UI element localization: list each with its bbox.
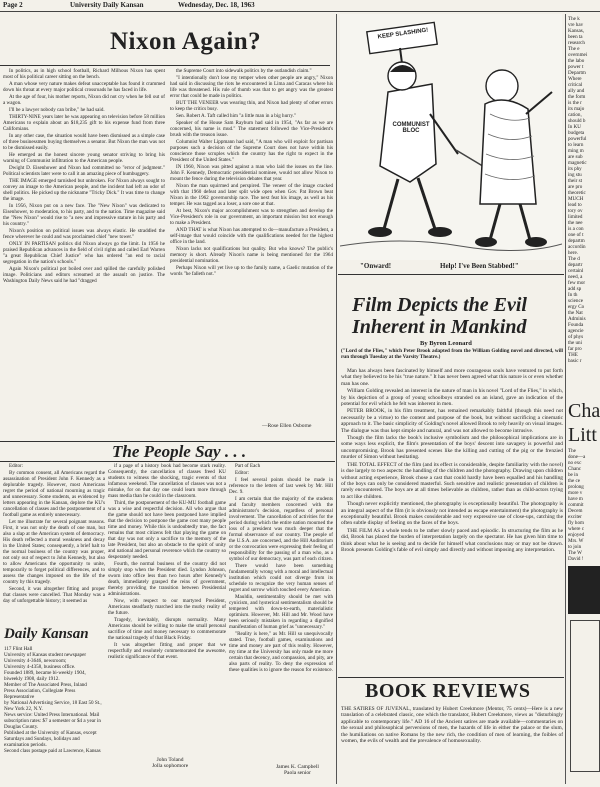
farcol-line: commit bbox=[568, 502, 584, 508]
farcol-line: The bbox=[568, 448, 576, 454]
masthead-line: by National Advertising Service, 18 East 50 St., New York 22, N.Y. bbox=[4, 700, 102, 712]
farcol-line: certainl bbox=[568, 268, 584, 274]
farcol-line: few mor bbox=[568, 280, 586, 286]
farcol-line: budgeta bbox=[568, 130, 585, 136]
letter-paragraph: Editor: bbox=[9, 463, 24, 469]
masthead-title: Daily Kansan bbox=[4, 626, 89, 642]
letters-col-2 bbox=[108, 463, 226, 755]
farcol-dark-ad bbox=[568, 566, 600, 614]
editorial-paragraph: THE IMAGE emerged tarnished but unbroken. For Nixon always sought to convey an image to the American people, and the incident had left an odor of shell politics. He picked up the nickname "Tricky Dick." It was time to change the image. bbox=[3, 178, 165, 202]
review-paragraph: Though never explicitly mentioned, the photography is exceptionally beautiful. The photography is an integral aspect of the film (it is obviously not intended as escape entertainment) the photography is exceptionally beautiful. Brook makes considerable and very expressive use of close-ups, catching the often subtle display of feeling on the faces of the boys. bbox=[341, 501, 563, 527]
farcol-line: Founda bbox=[568, 322, 584, 328]
letter-paragraph: It was altogether fitting and proper that we respectfully and resolutely commemorated the awesome, realistic significance of that event. bbox=[108, 642, 226, 660]
header-rule bbox=[0, 11, 600, 12]
editorial-paragraph: Speaker of the House Sam Rayburn had said in 1954, "As far as we are concerned, his name is mud." The statement followed the Vice-President's brush with the treason issue. bbox=[170, 120, 333, 138]
farcol-line: here. bbox=[568, 250, 579, 256]
farcol-line: the labo bbox=[568, 58, 585, 64]
farcol-line: the ce bbox=[568, 478, 581, 484]
editorial-paragraph: I'll be a lawyer nobody can bribe," he had said. bbox=[9, 107, 105, 113]
farcol-line: Decem bbox=[568, 508, 583, 514]
masthead-line: University 4-4358, business office. bbox=[4, 664, 76, 670]
letter-paragraph: I feel several points should be made in reference to the letters of last week by Mr. Hill Dec. 9. bbox=[229, 477, 333, 495]
letter-paragraph: Tragedy, inevitably, disrupts normality. Many Americans should be willing to make the small personal sacrifice of time and money necessary to commemorate the national tragedy of that Black Friday. bbox=[108, 617, 226, 641]
review-intro: ("Lord of the Flies," which Peter Brook adapted from the William Golding novel and directed, will run through Tuesday at the Varsity Theatre.) bbox=[341, 348, 563, 360]
farcol-line: the uni bbox=[568, 340, 583, 346]
letter-paragraph: Editor: bbox=[235, 470, 250, 476]
farcol-heading-1: Cha bbox=[568, 400, 600, 422]
farcol-line: lead to bbox=[568, 202, 582, 208]
editorial-paragraph: At best, Nixon's major accomplishment was to strengthen and develop the Vice-President's role in our government, an important mission but not enough to make a President. bbox=[170, 208, 333, 226]
editorial-paragraph: Again Nixon's political pot boiled over and spilled the carefully polished image. Politicians and editors screamed at the assault on justice. The Washington Daily News said he had "dragged bbox=[3, 266, 165, 284]
farcol-line: magnetic bbox=[568, 160, 587, 166]
farcol-line: MUCH bbox=[568, 196, 584, 202]
farcol-line: add sp bbox=[568, 286, 582, 292]
farcol-box bbox=[570, 620, 600, 772]
letter-paragraph: Mauldin, sentimentality should be met with cynicism, and hysterical sentimentalism should be tempered with down-to-earth, materialistic optimism. However, Mr. Hill and Mr. Wood have been seriously mistaken in regarding a dignified manifestation of human grief as "unnecessary." bbox=[229, 594, 333, 630]
editorial-col-1 bbox=[3, 68, 165, 433]
editorial-paragraph: In 1956, Nixon put on a new face. The "New Nixon" was dedicated to Eisenhower, to moderation, to his party, and to the nation. Time magazine said the "New Nixon" would rise to "a new and impressive stature in his party and his country." bbox=[3, 203, 165, 227]
masthead-line: University 4-3646, newsroom; bbox=[4, 658, 67, 664]
editorial-paragraph: In politics, as in high school football, Richard Milhous Nixon has spent most of his political career sitting on the bench. bbox=[3, 68, 165, 80]
farcol-line: accordin bbox=[568, 244, 586, 250]
letters-col-3 bbox=[229, 463, 333, 765]
farcol-line: In KU bbox=[568, 124, 581, 130]
editorial-paragraph: Columnist Walter Lippmann had said, "A man who will exploit for partisan purposes such a decision of the Supreme Court does not have within his conscience those scruples which the country has the right to expect in the President of the United States." bbox=[170, 139, 333, 163]
masthead-line: Press Association, Collegiate Press Representative bbox=[4, 688, 76, 700]
farcol-line: overnmei bbox=[568, 52, 588, 58]
cartoon-body-label: COMMUNIST BLOC bbox=[392, 122, 430, 134]
farcol-heading-2: Litt bbox=[568, 424, 597, 446]
farcol-line: Departm bbox=[568, 70, 586, 76]
books-headline: BOOK REVIEWS bbox=[365, 680, 531, 702]
farcol-line: Mrs. W bbox=[568, 538, 584, 544]
letters-col-1 bbox=[3, 463, 105, 623]
farcol-line: prolong bbox=[568, 484, 584, 490]
farcol-line: are pro bbox=[568, 184, 583, 190]
review-paragraph: Man has always been fascinated by himself and more courageous souls have ventured to put forth what they believed to be his "true nature." It has never been agreed what this nature is or even whether man has one. bbox=[341, 368, 563, 387]
farcol-line: its phy bbox=[568, 166, 582, 172]
farcol-line: have m bbox=[568, 496, 583, 502]
farcol-line: where c bbox=[568, 526, 584, 532]
farcol-line: The W bbox=[568, 550, 582, 556]
editorial-paragraph: He emerged as the honest sincere young senator striving to bring his warning of Communist infiltration to the American people. bbox=[3, 152, 165, 164]
letters-sig-1-title: Jolla sophomore bbox=[152, 763, 189, 769]
farcol-line: need, a bbox=[568, 274, 583, 280]
letter-paragraph: Now, with respect to our martyred President, Americans steadfastly marched into the murky reality of the future. bbox=[108, 598, 226, 616]
masthead-line: University of Kansas student newspaper bbox=[4, 652, 87, 658]
farcol-line: limited bbox=[568, 214, 583, 220]
masthead-details bbox=[4, 646, 104, 782]
letters-heading-rule bbox=[0, 461, 335, 462]
farcol-line: enjoyed bbox=[568, 532, 585, 538]
farcol-line: more v bbox=[568, 490, 583, 496]
farcol-line: to learn bbox=[568, 142, 584, 148]
issue-date: Wednesday, Dec. 18, 1963 bbox=[178, 1, 255, 9]
letters-sig-2-title: Paola senior bbox=[283, 770, 311, 776]
editorial-paragraph: AND THAT is what Nixon has attempted to do—manufacture a President, a self-image that would coincide with the qualifications needed for the highest office in the land. bbox=[170, 227, 333, 245]
farcol-line: of phys bbox=[568, 334, 584, 340]
editorial-paragraph: Nixon's position on political issues was always elastic. He straddled the fence wherever he could and was proclaimed chief "new tower." bbox=[3, 228, 165, 240]
letters-sig-1 bbox=[152, 757, 188, 769]
editorial-paragraph: THIRTY-NINE years later he was appearing on television before 58 million Americans to explain about an $18,235 gift to his expense fund from three Californians. bbox=[3, 114, 165, 132]
editorial-paragraph: Nixon lacks not qualifications but quality. But who knows? The public's memory is short. Already Nixon's name is being mentioned for the 1964 presidential nomination. bbox=[170, 246, 333, 264]
farcol-line: science bbox=[568, 298, 583, 304]
review-paragraph: William Golding revealed an interest in the nature of man in his novel "Lord of the Flies," in which, by his depiction of a group of young schoolboys stranded on an island, gave an indication of the potential for evil which he felt was inherent in men. bbox=[341, 388, 563, 408]
farcol-line: vre hav bbox=[568, 22, 584, 28]
editorial-cartoon bbox=[340, 14, 562, 260]
masthead-line: Published at the University of Kansas, except Saturdays and Sundays, holidays and examination periods. bbox=[4, 730, 97, 748]
farcol-line: been ta bbox=[568, 34, 583, 40]
books-text: THE SATIRES OF JUVENAL, translated by Hubert Creekmore (Mentor, 75 cents)—Here is a new translation of a celebrated classic, one which the translator, Hubert Creekmore, views as "disturbingly applicable to contemporary life." AD 16 of the Ancient satires are made available—commentaries on the sexual and philosophical perversions of men, the hazards of life in either the palace or the slum, the humiliations on native Romans by the new rich, the condition of men of learning, the foibles of women, the evils of wealth and the prevalence of homosexuality. bbox=[341, 706, 563, 745]
books-top-rule bbox=[338, 677, 564, 678]
farcol-line: are sub bbox=[568, 154, 583, 160]
editorial-paragraph: ONLY IN PARTISAN politics did Nixon always go the limit. In 1956 he praised Republican advances in the field of civil rights and called Earl Warren "a great Republican Chief Justice" who has ordered "an end to racial segregation in the nation's schools." bbox=[3, 241, 165, 265]
farcol-line: ing stu bbox=[568, 172, 582, 178]
editorial-paragraph: Perhaps Nixon will yet live up to the family name, a Gaelic mutation of the words "he falleth not." bbox=[170, 265, 333, 277]
farcol-line: Where bbox=[568, 76, 582, 82]
masthead-line: Second class postage paid at Lawrence, Kansas bbox=[4, 748, 101, 754]
farcol-line: be in bbox=[568, 472, 579, 478]
farcol-line: basic r bbox=[568, 358, 582, 364]
farcol-line: Adminis bbox=[568, 316, 586, 322]
farcol-line: theoretic bbox=[568, 190, 586, 196]
farcol-divider bbox=[565, 14, 566, 784]
masthead-line: News service: United Press International. Mail subscription rates: $7 a semester or $4 a year in Douglas County. bbox=[4, 712, 101, 730]
editorial-paragraph: BUT THE VENEER was wearing thin, and Nixon had plenty of other errors to keep the critics busy. bbox=[170, 100, 333, 112]
editorial-paragraph: "I intentionally don't lose my temper when other people are angry," Nixon had said in discussing the riots he encountered in Lima and Caracas where his life was threatened. His rule of thumb was that to get angry was the greatest error that could be made in politics. bbox=[170, 75, 333, 99]
headline-rule bbox=[0, 65, 330, 66]
editorial-headline: Nixon Again? bbox=[110, 28, 262, 55]
page-number: Page 2 bbox=[3, 1, 23, 9]
farcol-line: exciter bbox=[568, 514, 582, 520]
review-paragraph: PETER BROOK, in his film treatment, has remained remarkably faithful (though this need not necessarily be a virtue) to the content and purpose of the book, but without sacrificing a cinematic approach to it. The basic simplicity of Golding's novel allowed Brook to rely heavily on visual images. The dialogue was thus kept simple and natural, and was not allowed to become intrusive. bbox=[341, 408, 563, 434]
masthead-line: biweekly 1908, daily 1912. bbox=[4, 676, 60, 682]
farcol-line: ergy Co bbox=[568, 304, 585, 310]
farcol-line: the Nat bbox=[568, 310, 583, 316]
editorial-col-2 bbox=[170, 68, 333, 423]
farcol-line: Kansas, bbox=[568, 28, 584, 34]
letter-paragraph: Fourth, the normal business of the country did not simply stop when the President died. Lyndon Johnson, sworn into office less than two hours after Kennedy's death, immediately grasped the reins of government, thereby providing the transition between Presidential administrations. bbox=[108, 561, 226, 597]
review-paragraph: Though the film lacks the book's inclusive symbolism and the philosophical implications are in some ways less explicit, the film's presentation of the boys' descent into savagery is powerful and uncompromising. Brook has presented scenes like the killing and cutting of the pig or the frenzied murder of Simon without hesitating. bbox=[341, 435, 563, 461]
farcol-line: far pro bbox=[568, 346, 582, 352]
farcol-line: The e bbox=[568, 46, 580, 52]
farcol-line: critical bbox=[568, 82, 583, 88]
letter-paragraph: if a page of a history book had become stark reality. Consequently, the cancellation of classes freed KU students to witness the shocking, tragic events of that infamous weekend. The cancellation of classes was not a mistake, for on that day one could learn more through mass media than he could in the classroom. bbox=[108, 463, 226, 499]
farcol-line: no exc bbox=[568, 460, 582, 466]
farcol-line: ming m bbox=[568, 148, 584, 154]
editorial-paragraph: Sen. Robert A. Taft called him "a little man in a big hurry." bbox=[176, 113, 297, 119]
farcol-line: THE bbox=[568, 352, 578, 358]
column-divider bbox=[336, 14, 337, 784]
review-paragraph: THE TOTAL EFFECT of the film (and its effect is considerable, despite familiarity with the novel) is due largely to two aspects: the handling of the children and the photography. Drawing upon children without acting experience, Brook chose a cast that could hardly have been equalled and his handling of the boys can only be considered masterful. Such sensitive and realistic presentation of children is rarely encountered. The boys are at all times believable as children, rather than as child-actors trying to act like children. bbox=[341, 461, 563, 500]
editorial-byline: —Rose Ellen Osborne bbox=[262, 423, 312, 429]
farcol-line: its majo bbox=[568, 106, 585, 112]
review-byline: By Byron Leonard bbox=[420, 340, 472, 347]
farcol-line: their st bbox=[568, 178, 583, 184]
farcol-line: one of t bbox=[568, 232, 584, 238]
farcol-line: cation, bbox=[568, 112, 582, 118]
letter-paragraph: Let me illustrate for several poignant reasons. First, it was not only the death of one man, but also a slap at the American system of democracy. His death reflected a moral weakness and decay in the United States; consequently, a brief halt to the normal business of the country was proper, not only out of respect to John Kennedy, but also to allow Americans the opportunity to unite, temporarily to forget political differences, and to assess the changes imposed on the life of the country by this tragedy. bbox=[3, 519, 105, 585]
farcol-line: should b bbox=[568, 118, 586, 124]
masthead-line: Member of The Associated Press, Inland bbox=[4, 682, 87, 688]
farcol-line: agencie bbox=[568, 328, 584, 334]
farcol-line: The d bbox=[568, 256, 580, 262]
letter-paragraph: Part of Each bbox=[235, 463, 261, 469]
farcol-line: tory ov bbox=[568, 208, 583, 214]
editorial-paragraph: IN 1960, Nixon was pitted against a man who laid the issues on the line. John F. Kennedy, Democratic presidential nominee, would not allow Nixon to mount the fence during the television debates that year. bbox=[170, 164, 333, 182]
masthead-line: 117 Flint Hall bbox=[4, 646, 33, 652]
farcol-line: David ! bbox=[568, 556, 584, 560]
cartoon-drawing bbox=[340, 14, 562, 260]
review-headline: Film Depicts the Evil Inherent in Mankind bbox=[352, 294, 527, 338]
farcol-line: Chanc bbox=[568, 466, 582, 472]
letter-paragraph: Third, the postponement of the KU-MU football game was a wise and respectful decision. All who argue that the game should not have been postponed have implied that the decision to postpone the game cost many people time and money. While this is undoubtedly true, the fact remains that most citizens felt that playing the game on that day was not only a sacrifice to the memory of the late President, but also an obstacle to the spirit of unity and national and personal reverence which the country so desperately needed. bbox=[108, 500, 226, 560]
letters-heading: The People Say . . . bbox=[112, 442, 247, 461]
masthead-line: Founded 1889, became bi-weekly 1904, bbox=[4, 670, 86, 676]
farcol-line: the nee bbox=[568, 220, 583, 226]
farcol-line: power t bbox=[568, 64, 584, 70]
review-paragraph: THE FILM AS a whole tends to be rather slowly paced and episodic. In structuring the film as he did, Brook has placed the burden of interpretation largely on the spectator. He has given him time to think about what he is seeing and to decide for himself what conclusions may or may not be drawn. Brook presents Golding's fable of evil simply and directly and without imposing any interpretation. bbox=[341, 527, 563, 553]
letter-paragraph: Second, it was altogether fitting and proper that classes were cancelled. That Monday was a day of unforgettable history; it seemed as bbox=[3, 586, 105, 604]
farcol-line: research bbox=[568, 40, 585, 46]
cartoon-caption-left: "Onward! bbox=[360, 262, 392, 270]
farcol-line: In th bbox=[568, 292, 578, 298]
farcol-line: is the r bbox=[568, 100, 582, 106]
letters-sig-2 bbox=[276, 764, 319, 776]
farcol-line: to join bbox=[568, 544, 582, 550]
editorial-paragraph: In any other case, the situation would have been dismissed as a simple case of three businessmen buying themselves a senator. But Nixon the man was not to be dismissed easily. bbox=[3, 133, 165, 151]
farcol-text bbox=[568, 16, 600, 396]
farcol-line: departr bbox=[568, 262, 583, 268]
paper-name: University Daily Kansan bbox=[70, 1, 144, 9]
farcol-line: The k bbox=[568, 16, 580, 22]
farcol-line: done—a bbox=[568, 454, 586, 460]
farcol-line: powerful bbox=[568, 136, 587, 142]
farcol-line: the form bbox=[568, 94, 586, 100]
review-body bbox=[341, 368, 563, 674]
farcol-line: is a con bbox=[568, 226, 584, 232]
editorial-paragraph: Nixon the man squirmed and perspired. The veneer of the image cracked with that 1960 defeat and later split wide open when Gov. Pat Brown beat Nixon in the 1962 governorship race. The next feat his image, as well as his temper. He was tagged as a loser, a sore one at that. bbox=[170, 183, 333, 207]
farcol-text-2 bbox=[568, 448, 600, 560]
farcol-line: fly hom bbox=[568, 520, 584, 526]
farcol-line: departm bbox=[568, 238, 585, 244]
farcol-line: ally and bbox=[568, 88, 585, 94]
cartoon-caption-right: Help! I've Been Stabbed!" bbox=[440, 262, 519, 270]
cartoon-sign-text: KEEP SLASHING! bbox=[377, 27, 429, 41]
cartoon-rule bbox=[338, 274, 564, 275]
letter-paragraph: I am certain that the majority of the students and faculty members concerned with the administrator's decision, regardless of personal involvement. The cancellation of activities for the period during which the entire nation mourned the loss of a president was much deeper that the formal observance of our country. The people of the U.S.A. are concerned, and the Hill Auditorium or the convocation were expressing their feeling of responsibility for the passing of a man who, as a symbol of our democracy, was part of each citizen. bbox=[229, 496, 333, 562]
editorial-paragraph: Dwight D. Eisenhower and Nixon had committed no "error of judgment." Political scientists later were to call it an amazing piece of humbuggery. bbox=[3, 165, 165, 177]
letter-paragraph: "Reality is here," as Mr. Hill so unequivocally stated. True, football games, examinations and time and money are part of this reality. However, my time at the University has only made me more certain that decency, and compassion, and pity, are also parts of reality. To deny the expression of these qualities is to ignore the reason for existence. bbox=[229, 631, 333, 673]
editorial-paragraph: At the age of four, his mother reports, Nixon did not cry when he fell out of a wagon. bbox=[3, 94, 165, 106]
editorial-paragraph: the Supreme Court into sidewalk politics by the outlandish claim." bbox=[176, 68, 312, 74]
letter-paragraph: There would have been something fundamentally wrong with a moral and intellectual institution which could not diverge from its schedule to recognize the very human senses of regret and sorrow which touched every American. bbox=[229, 563, 333, 593]
letter-paragraph: By common consent, all Americans regard the assassination of President John F. Kennedy as a deplorable tragedy. However, most Americans regret the period of national mourning as tragic and unnecessary. Some students, as evidenced by letters appearing in the Kansan, deplore the KU's cancellation of classes and the postponement of a football game as entirely unnecessary. bbox=[3, 470, 105, 518]
editorial-paragraph: A man whose very nature makes defeat unacceptable has found it crammed down his throat at every major political crossroads he has faced in life. bbox=[3, 81, 165, 93]
letters-sig-1-name: John Toland bbox=[156, 757, 184, 763]
letters-sig-2-name: James K. Campbell bbox=[276, 764, 319, 770]
